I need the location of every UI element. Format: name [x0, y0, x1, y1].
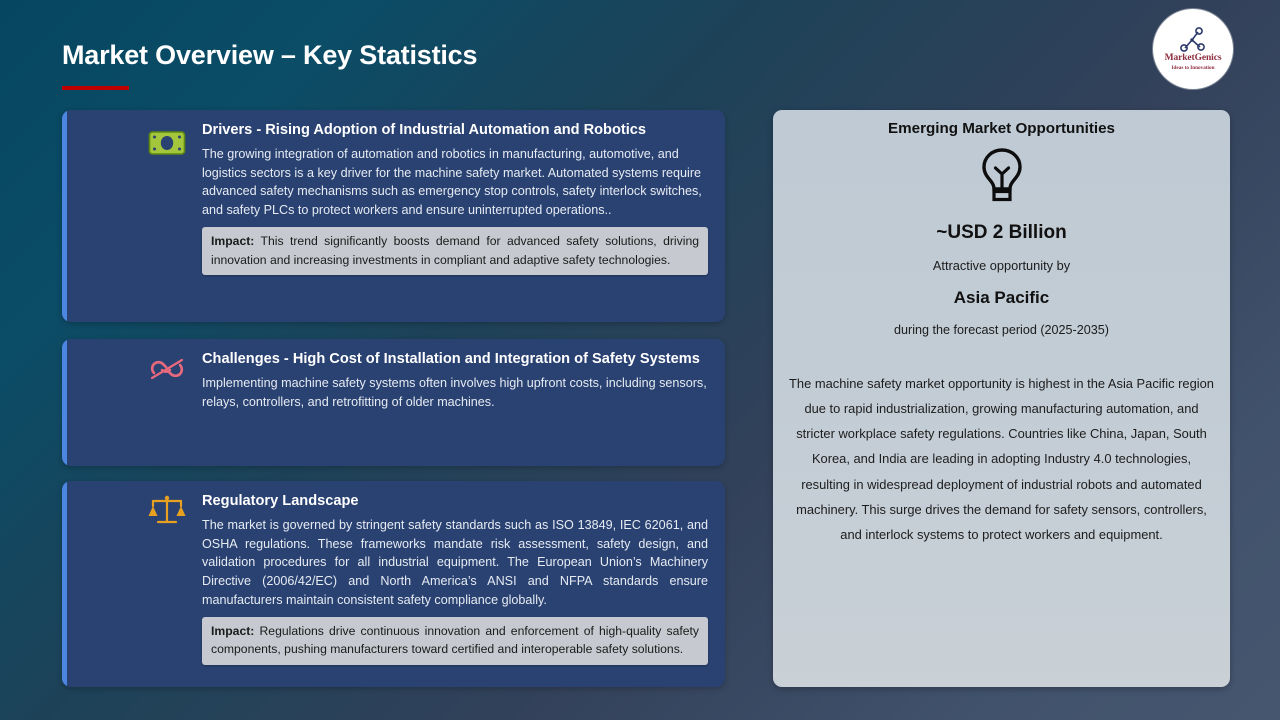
panel-subtitle: Attractive opportunity by [932, 258, 1071, 273]
network-nodes-icon [1178, 27, 1208, 53]
impact-box [202, 227, 708, 275]
impact-label: Impact: [211, 234, 255, 249]
page-title: Market Overview – Key Statistics [62, 40, 478, 70]
broken-link-icon [146, 348, 188, 390]
card-challenges-body [202, 350, 708, 411]
card-text: The market is governed by stringent safety standards such as ISO 13849, IEC 62061, and OSHA regulations. These frameworks mandate risk assessment, safety design, and validation procedures for all industrial equipment. The European Union’s Machinery Directive (2006/42/EC) and North America’s ANSI and NFPA standards ensure manufacturers maintain consistent safety compliance globally. [202, 517, 708, 608]
card-heading: Challenges - High Cost of Installation and Integration of Safety Systems [202, 351, 700, 367]
card-challenges [62, 339, 725, 466]
panel-title: Emerging Market Opportunities [888, 120, 1115, 137]
impact-text: Regulations drive continuous innovation and enforcement of high-quality safety components, pushing manufacturers toward certified and interoperable safety solutions. [211, 624, 699, 657]
card-drivers-body [202, 121, 708, 275]
card-regulatory-body [202, 492, 708, 665]
balance-scale-icon [146, 489, 188, 531]
lightbulb-icon [773, 146, 1230, 204]
panel-value: ~USD 2 Billion [936, 222, 1067, 243]
brand-logo [1153, 9, 1233, 89]
card-regulatory-landscape [62, 481, 725, 687]
logo-name: MarketGenics [1164, 53, 1222, 64]
panel-paragraph: The machine safety market opportunity is highest in the Asia Pacific region due to rapid industrialization, growing manufacturing automation, and stricter workplace safety regulations. Countries like China, Japan, South Korea, and India are leading in adopting Industry 4.0 technologies, resulting in widespread deployment of industrial robots and automated machinery. This surge drives the demand for safety sensors, controllers, and interlock systems to protect workers and equipment. [789, 376, 1214, 542]
logo-tagline: Ideas to Innovation [1171, 64, 1215, 71]
money-banknote-icon [146, 122, 188, 164]
panel-period: during the forecast period (2025-2035) [894, 323, 1109, 337]
title-underline-rule [62, 86, 129, 90]
card-heading: Regulatory Landscape [202, 493, 359, 509]
card-heading: Drivers - Rising Adoption of Industrial Automation and Robotics [202, 122, 647, 138]
emerging-opportunities-panel [773, 110, 1230, 687]
impact-box [202, 617, 708, 665]
card-text: The growing integration of automation and robotics in manufacturing, automotive, and logistics sectors is a key driver for the machine safety market. Automated systems require advanced safety mechanisms such as emergency stop controls, safety interlock switches, and safety PLCs to protect workers and ensure uninterrupted operations.. [202, 146, 702, 218]
impact-text: This trend significantly boosts demand for advanced safety solutions, driving innovation and increasing investments in compliant and adaptive safety technologies. [211, 234, 699, 267]
card-text: Implementing machine safety systems often involves high upfront costs, including sensors, relays, controllers, and retrofitting of older machines. [202, 375, 707, 409]
impact-label: Impact: [211, 624, 255, 639]
panel-region: Asia Pacific [953, 288, 1050, 307]
card-drivers [62, 110, 725, 322]
